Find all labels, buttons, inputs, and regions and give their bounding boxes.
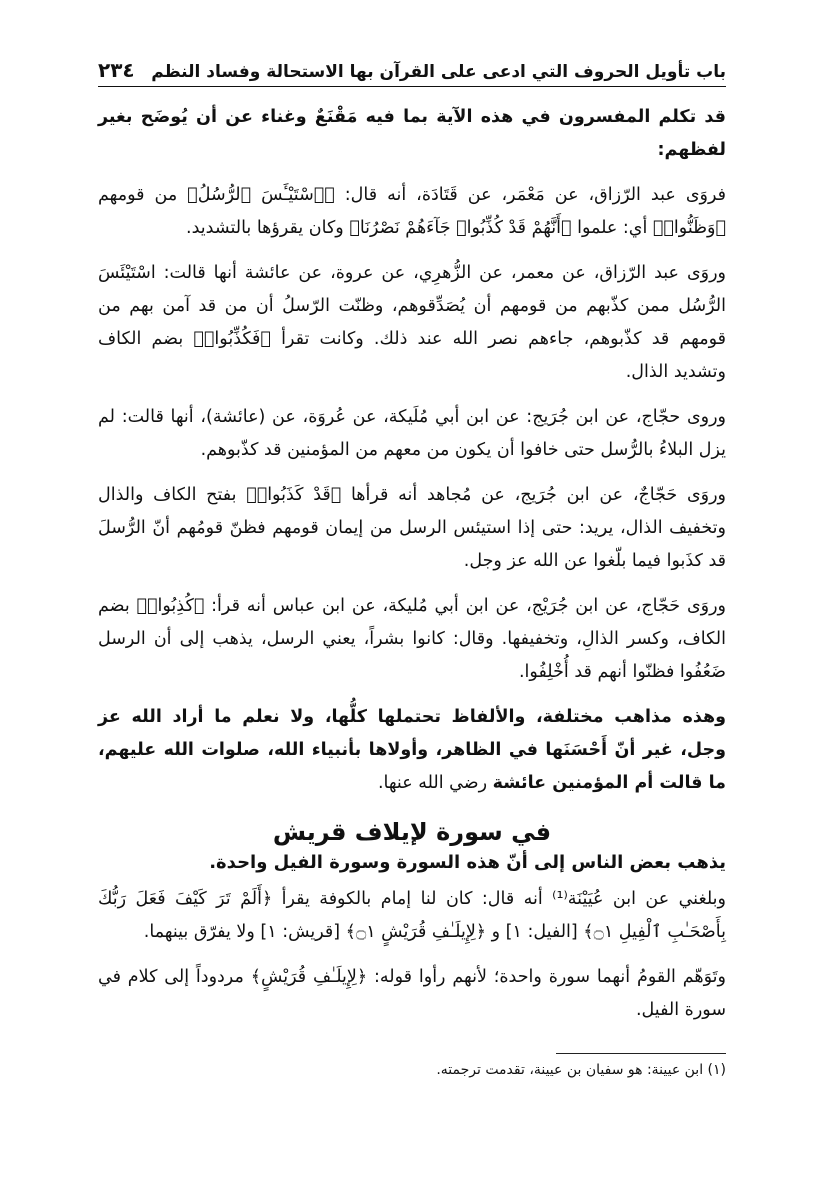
closing-bold: وهذه مذاهب مختلفة، والألفاظ تحتملها كلُّها، ولا نعلم ما أراد الله عز وجل، غير أنّ أَحْسَنَها في الظاهر، وأولاها بأنبياء الله، صلوات الله عليهم، ما قالت أم المؤمنين عائشة xyxy=(98,707,726,793)
paragraph-3: وروى حجّاج، عن ابن جُرَيج: عن ابن أبي مُلَيكة، عن عُروَة، عن (عائشة)، أنها قالت: لم يزل البلاءُ بالرُّسل حتى خافوا أن يكون من معهم من المؤمنين قد كذّبوهم. xyxy=(98,407,726,460)
footnote-rule xyxy=(556,1053,726,1054)
paragraph-4: وروَى حَجّاجٌ، عن ابن جُرَيج، عن مُجاهد أنه قرأها ﴿قَدْ كَذَبُوا۟﴾ بفتح الكاف والذال وتخفيف الذال، يريد: حتى إذا استيئس الرسل من إيمان قومهم فظنّ قومُهم أنّ الرُّسلَ قد كذَبوا فيما بلّغوا عن الله عز وجل. xyxy=(98,485,726,571)
running-header xyxy=(98,52,726,82)
page-number: ٢٣٤ xyxy=(98,58,135,82)
paragraph-5: وروَى حَجّاج، عن ابن جُرَيْج، عن ابن أبي مُليكة، عن ابن عباس أنه قرأ: ﴿كُذِبُوا۟﴾ بضم الكاف، وكسر الذالِ، وتخفيفها. وقال: كانوا بشراً، يعني الرسل، يذهب إلى أن الرسل ضَعُفُوا فظنّوا أنهم قد أُخْلِفُوا. xyxy=(98,596,726,682)
closing-paragraph xyxy=(98,701,726,800)
page xyxy=(98,52,726,1078)
section-title: في سورة لإيلاف قريش xyxy=(272,818,552,846)
closing-normal: رضي الله عنها. xyxy=(377,773,488,793)
section-paragraph-2: وتَوَهّم القومُ أنهما سورة واحدة؛ لأنهم رأوا قوله: ﴿لِإِيلَـٰفِ قُرَيْشٍ﴾ مردوداً إلى كلام في سورة الفيل. xyxy=(98,967,726,1020)
header-title: باب تأويل الحروف التي ادعى على القرآن بها الاستحالة وفساد النظم xyxy=(151,62,726,82)
paragraph-1: فروَى عبد الرّزاق، عن مَعْمَر، عن قَتَادَة، أنه قال: ﴿ٱسْتَيْـَٔسَ ٱلرُّسُلُ﴾ من قومهم ﴿وَظَنُّوا۟﴾ أي: علموا ﴿أَنَّهُمْ قَدْ كُذِّبُوا۟ جَآءَهُمْ نَصْرُنَا﴾ وكان يقرؤها بالتشديد. xyxy=(98,185,726,238)
paragraph-2: وروَى عبد الرّزاق، عن معمر، عن الزُّهرِي، عن عروة، عن عائشة أنها قالت: اسْتَيْئَسَ الرُّسُل ممن كذّبهم من قومهم أن يُصَدِّقوهم، وظنّت الرّسلُ أن من قد آمن بهم من قومهم قد كذّبوهم، جاءهم نصر الله عند ذلك. وكانت تقرأ ﴿فَكُذِّبُوا۟﴾ بضم الكاف وتشديد الذال. xyxy=(98,263,726,382)
footnote: (١) ابن عيينة: هو سفيان بن عيينة، تقدمت ترجمته. xyxy=(436,1062,726,1078)
section-paragraph-1: وبلغني عن ابن عُيَيْنَة⁽¹⁾ أنه قال: كان لنا إمام بالكوفة يقرأ ﴿أَلَمْ تَرَ كَيْفَ فَعَلَ رَبُّكَ بِأَصْحَـٰبِ ٱلْفِيلِ ۝١﴾ [الفيل: ١] و ﴿لِإِيلَـٰفِ قُرَيْشٍ ۝١﴾ [قريش: ١] ولا يفرّق بينهما. xyxy=(98,889,727,942)
section-subtitle: يذهب بعض الناس إلى أنّ هذه السورة وسورة الفيل واحدة. xyxy=(209,852,726,873)
intro-paragraph: قد تكلم المفسرون في هذه الآية بما فيه مَقْنَعٌ وغناء عن أن يُوضَح بغير لفظهم: xyxy=(98,107,726,160)
header-rule xyxy=(98,86,726,87)
